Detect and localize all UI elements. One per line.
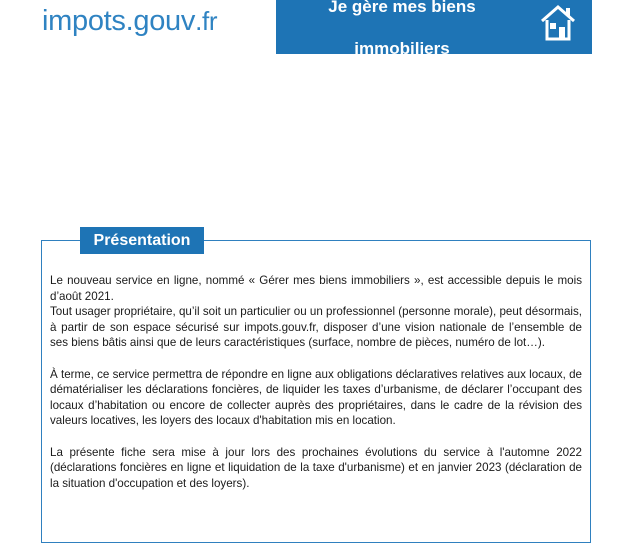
paragraph-3: À terme, ce service permettra de répondre en ligne aux obligations déclaratives relatives aux locaux, de dématérialiser les déclarations foncières, de liquider les taxes d’urbanisme, de déclarer l’occupant des locaux d’habitation ou encore de collecter auprès des propriétaires, dans le cadre de la révision des valeurs locatives, les loyers des locaux d'habitation mis en location. — [50, 367, 582, 428]
paragraph-4: La présente fiche sera mise à jour lors des prochaines évolutions du service à l'automne 2022 (déclarations foncières en ligne et liquidation de la taxe d'urbanisme) et en janvier 2023 (déclaration de la situation d'occupation et des loyers). — [50, 445, 582, 490]
logo-main: impots — [42, 5, 126, 37]
banner-title-line2: immobiliers — [354, 38, 450, 58]
home-icon — [540, 3, 576, 43]
section-tab-presentation: Présentation — [80, 227, 204, 254]
paragraph-2: Tout usager propriétaire, qu’il soit un particulier ou un professionnel (personne morale), peut désormais, à partir de son espace sécurisé sur impots.gouv.fr, disposer d’une vision nationale de l’ensemble de ses biens bâtis ainsi que de leurs caractéristiques (surface, nombre de pièces, numéro de lot…). — [50, 305, 582, 350]
logo-gouv: .gouv — [125, 5, 196, 37]
paragraph-1: Le nouveau service en ligne, nommé « Gérer mes biens immobiliers », est accessible depuis le mois d’août 2021. — [50, 274, 582, 303]
banner-title — [276, 0, 528, 58]
logo-fr: .fr — [195, 6, 218, 36]
presentation-body — [50, 273, 582, 491]
banner-title-line1: Je gère mes biens — [328, 0, 476, 16]
impots-gouv-logo[interactable] — [42, 4, 217, 38]
